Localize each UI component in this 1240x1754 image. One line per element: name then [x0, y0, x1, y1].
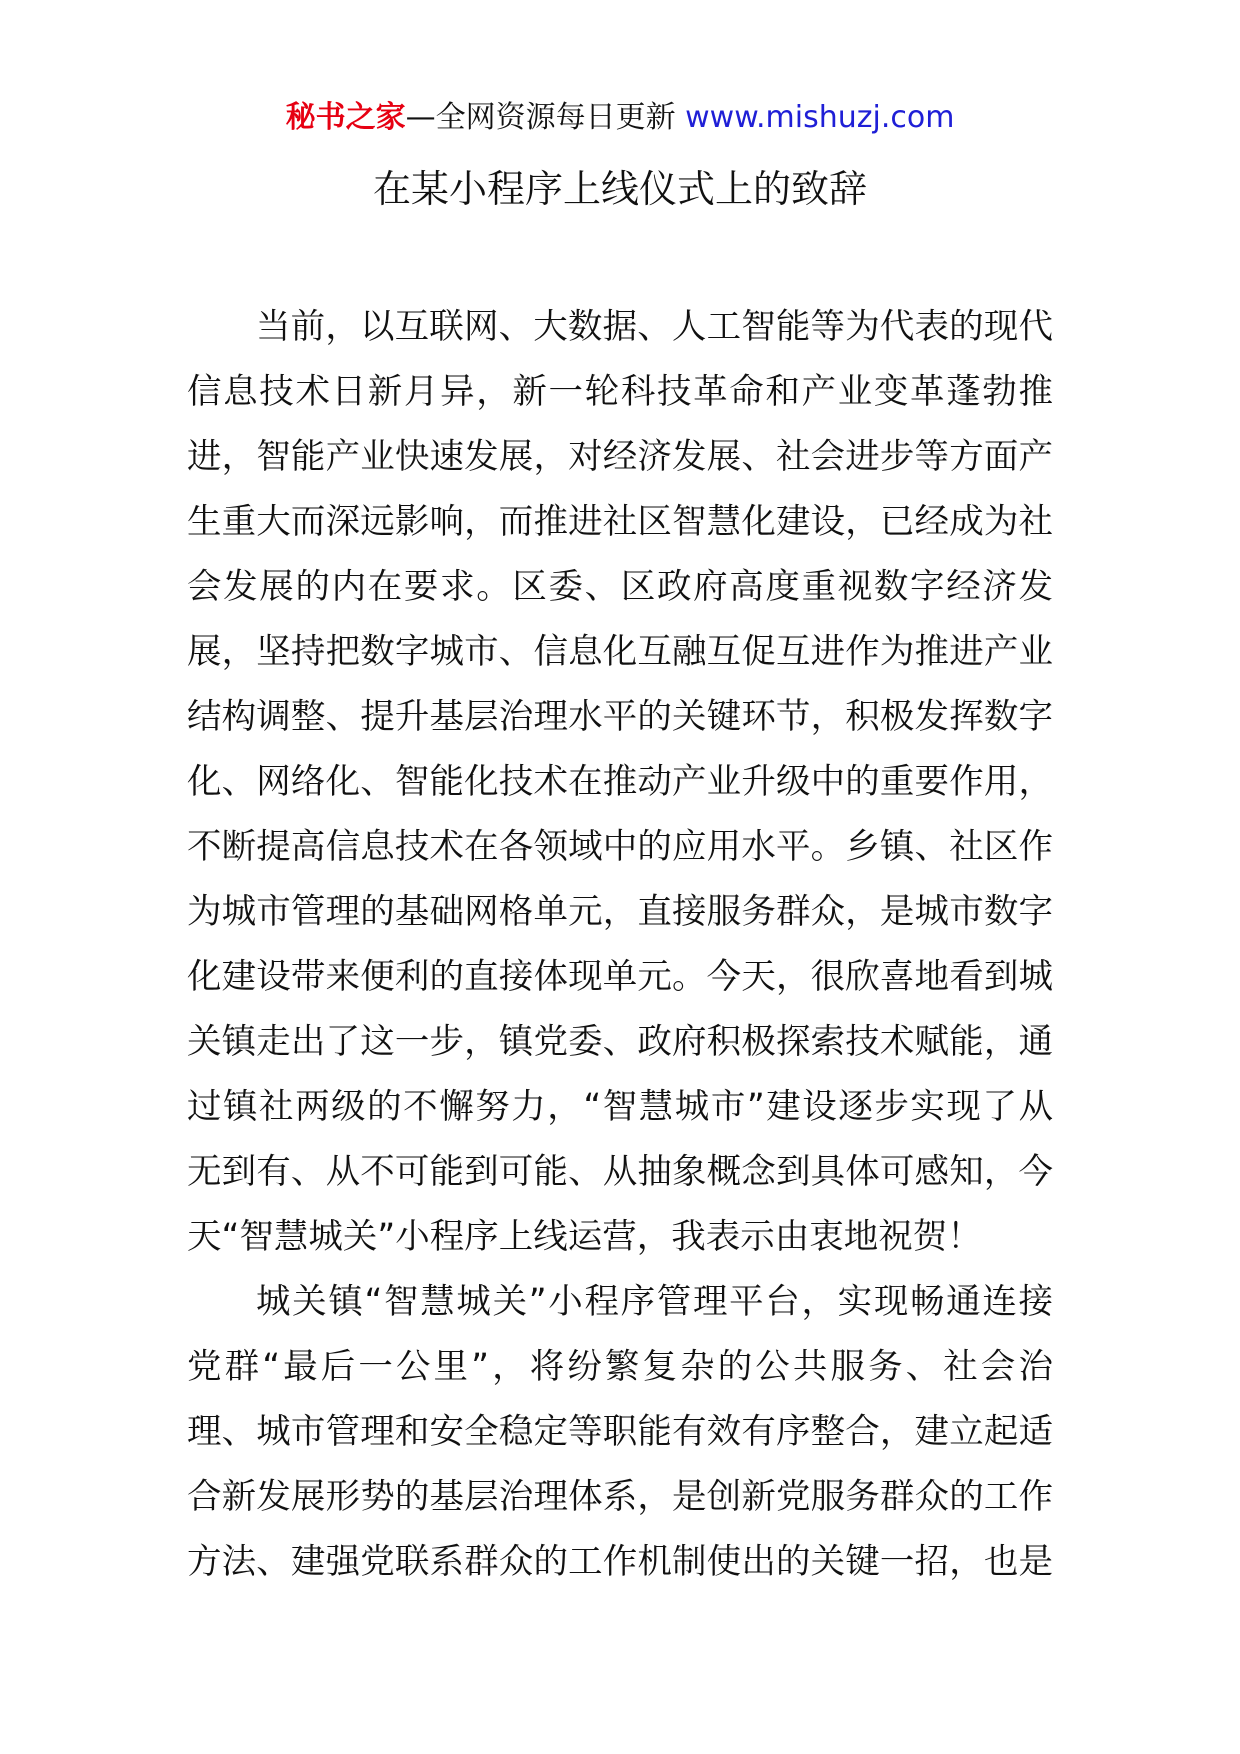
- banner-tagline: —全网资源每日更新: [405, 100, 676, 135]
- text-line: 无到有、从不可能到可能、从抽象概念到具体可感知，今: [187, 1152, 1053, 1192]
- text-line: 过镇社两级的不懈努力，“智慧城市”建设逐步实现了从: [187, 1087, 1053, 1127]
- text-line: 合新发展形势的基层治理体系，是创新党服务群众的工作: [187, 1477, 1053, 1517]
- text-line: 城关镇“智慧城关”小程序管理平台，实现畅通连接: [256, 1282, 1053, 1322]
- text-line: 方法、建强党联系群众的工作机制使出的关键一招，也是: [187, 1542, 1053, 1582]
- text-line: 结构调整、提升基层治理水平的关键环节，积极发挥数字: [187, 697, 1053, 737]
- text-line: 不断提高信息技术在各领域中的应用水平。乡镇、社区作: [187, 827, 1053, 867]
- document-body: [187, 295, 1053, 1595]
- text-line: 生重大而深远影响，而推进社区智慧化建设，已经成为社: [187, 502, 1053, 542]
- text-line: 党群“最后一公里”，将纷繁复杂的公共服务、社会治: [187, 1347, 1053, 1387]
- brand-name: 秘书之家: [285, 100, 406, 135]
- text-line: 展，坚持把数字城市、信息化互融互促互进作为推进产业: [187, 632, 1053, 672]
- text-line: 信息技术日新月异，新一轮科技革命和产业变革蓬勃推: [187, 372, 1053, 412]
- text-line: 为城市管理的基础网格单元，直接服务群众，是城市数字: [187, 892, 1053, 932]
- text-line: 关镇走出了这一步，镇党委、政府积极探索技术赋能，通: [187, 1022, 1053, 1062]
- text-line: 化、网络化、智能化技术在推动产业升级中的重要作用，: [187, 762, 1053, 802]
- site-url-link[interactable]: www.mishuzj.com: [685, 100, 955, 135]
- paragraph-2: [187, 1270, 1053, 1595]
- document-title: 在某小程序上线仪式上的致辞: [372, 167, 867, 211]
- text-line: 理、城市管理和安全稳定等职能有效有序整合，建立起适: [187, 1412, 1053, 1452]
- paragraph-1: [187, 295, 1053, 1270]
- text-line: 天“智慧城关”小程序上线运营，我表示由衷地祝贺！: [187, 1217, 982, 1257]
- text-line: 当前，以互联网、大数据、人工智能等为代表的现代: [256, 307, 1053, 347]
- site-banner: [0, 98, 1240, 138]
- text-line: 进，智能产业快速发展，对经济发展、社会进步等方面产: [187, 437, 1053, 477]
- text-line: 化建设带来便利的直接体现单元。今天，很欣喜地看到城: [187, 957, 1053, 997]
- text-line: 会发展的内在要求。区委、区政府高度重视数字经济发: [187, 567, 1053, 607]
